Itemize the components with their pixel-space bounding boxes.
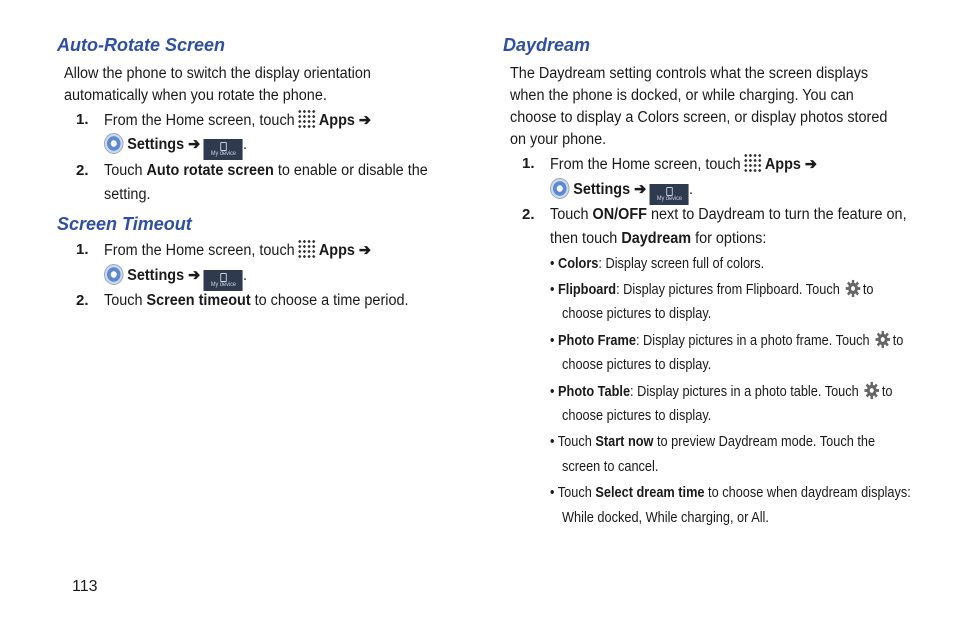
step-text: From the Home screen, touch bbox=[104, 112, 295, 129]
gear-icon[interactable] bbox=[864, 381, 880, 400]
settings-icon[interactable] bbox=[550, 178, 570, 199]
auto-rotate-step1-line2 bbox=[104, 133, 247, 160]
step-text: From the Home screen, touch bbox=[104, 242, 295, 259]
bullet-text: : Display pictures from Flipboard. Touch bbox=[616, 281, 840, 298]
auto-rotate-screen-label: Auto rotate screen bbox=[146, 162, 274, 179]
daydream-intro-4: on your phone. bbox=[510, 131, 607, 148]
bullet: • bbox=[550, 433, 555, 450]
auto-rotate-step1 bbox=[104, 109, 371, 132]
settings-label: Settings bbox=[127, 267, 185, 284]
screen-timeout-step1 bbox=[104, 239, 371, 262]
gear-icon[interactable] bbox=[875, 330, 891, 349]
flipboard-label: Flipboard bbox=[558, 281, 617, 298]
bullet: • bbox=[550, 484, 555, 501]
step-number: 2. bbox=[76, 292, 89, 309]
arrow-icon: ➔ bbox=[358, 242, 371, 259]
bullet-flipboard bbox=[550, 278, 874, 302]
period: . bbox=[243, 267, 248, 284]
daydream-label: Daydream bbox=[621, 230, 692, 247]
auto-rotate-intro-1: Allow the phone to switch the display orientation bbox=[64, 65, 371, 82]
bullet-start-now bbox=[550, 430, 875, 454]
bullet: • bbox=[550, 255, 555, 272]
bullet: • bbox=[550, 332, 555, 349]
step-text: From the Home screen, touch bbox=[550, 156, 741, 173]
colors-label: Colors bbox=[558, 255, 599, 272]
apps-label: Apps bbox=[318, 242, 355, 259]
bullet-text: Touch bbox=[557, 484, 592, 501]
screen-timeout-step2 bbox=[104, 290, 409, 312]
my-device-tab-icon[interactable]: My device bbox=[204, 270, 243, 291]
step-number: 2. bbox=[76, 162, 89, 179]
step-text: next to Daydream to turn the feature on, bbox=[650, 206, 907, 223]
step-text: Touch bbox=[550, 206, 589, 223]
heading-daydream: Daydream bbox=[503, 35, 591, 55]
auto-rotate-intro-2: automatically when you rotate the phone. bbox=[64, 87, 327, 104]
bullet-photo-frame-line2: choose pictures to display. bbox=[562, 356, 712, 373]
step-number: 2. bbox=[522, 206, 535, 223]
page-number: 113 bbox=[72, 578, 98, 595]
daydream-step1-line2 bbox=[550, 178, 693, 205]
settings-label: Settings bbox=[573, 181, 631, 198]
step-number: 1. bbox=[522, 155, 535, 172]
step-text: Touch bbox=[104, 292, 143, 309]
bullet-photo-frame bbox=[550, 329, 903, 353]
bullet-dream-time bbox=[550, 481, 911, 505]
daydream-intro-1: The Daydream setting controls what the screen displays bbox=[510, 65, 869, 82]
heading-screen-timeout: Screen Timeout bbox=[57, 214, 192, 234]
photo-table-label: Photo Table bbox=[558, 383, 631, 400]
apps-grid-icon[interactable] bbox=[743, 153, 762, 173]
apps-grid-icon[interactable] bbox=[297, 239, 316, 259]
daydream-step1 bbox=[550, 153, 817, 176]
bullet-text: : Display screen full of colors. bbox=[598, 255, 765, 272]
bullet-text: to bbox=[862, 281, 874, 298]
arrow-icon: ➔ bbox=[358, 112, 371, 129]
gear-icon[interactable] bbox=[845, 279, 861, 298]
arrow-icon: ➔ bbox=[804, 156, 817, 173]
step-text: for options: bbox=[695, 230, 767, 247]
step-text: to choose a time period. bbox=[254, 292, 409, 309]
settings-icon[interactable] bbox=[104, 264, 124, 285]
step-number: 1. bbox=[76, 111, 89, 128]
arrow-icon: ➔ bbox=[634, 181, 647, 198]
auto-rotate-step2-line2: setting. bbox=[104, 186, 151, 203]
daydream-step2 bbox=[550, 204, 907, 226]
bullet-text: to preview Daydream mode. Touch the bbox=[657, 433, 876, 450]
step-number: 1. bbox=[76, 241, 89, 258]
bullet: • bbox=[550, 281, 555, 298]
bullet-flipboard-line2: choose pictures to display. bbox=[562, 305, 712, 322]
on-off-label: ON/OFF bbox=[592, 206, 647, 223]
arrow-icon: ➔ bbox=[188, 267, 201, 284]
select-dream-time-label: Select dream time bbox=[595, 484, 705, 501]
period: . bbox=[689, 181, 694, 198]
bullet-colors bbox=[550, 252, 764, 276]
bullet-text: to bbox=[881, 383, 893, 400]
bullet-text: : Display pictures in a photo table. Touch bbox=[630, 383, 859, 400]
apps-label: Apps bbox=[318, 112, 355, 129]
bullet-photo-table bbox=[550, 380, 892, 404]
step-text: Touch bbox=[104, 162, 143, 179]
bullet-text: to choose when daydream displays: bbox=[708, 484, 911, 501]
bullet-text: to bbox=[892, 332, 904, 349]
bullet: • bbox=[550, 383, 555, 400]
settings-label: Settings bbox=[127, 136, 185, 153]
daydream-intro-3: choose to display a Colors screen, or display photos stored bbox=[510, 109, 888, 126]
settings-icon[interactable] bbox=[104, 133, 124, 154]
screen-timeout-step1-line2 bbox=[104, 264, 247, 291]
bullet-text: : Display pictures in a photo frame. Touch bbox=[635, 332, 870, 349]
photo-frame-label: Photo Frame bbox=[558, 332, 636, 349]
my-device-tab-icon[interactable]: My device bbox=[650, 184, 689, 205]
arrow-icon: ➔ bbox=[188, 136, 201, 153]
apps-grid-icon[interactable] bbox=[297, 109, 316, 129]
bullet-photo-table-line2: choose pictures to display. bbox=[562, 407, 712, 424]
my-device-tab-icon[interactable]: My device bbox=[204, 139, 243, 160]
bullet-text: Touch bbox=[557, 433, 592, 450]
step-text: then touch bbox=[550, 230, 618, 247]
heading-auto-rotate: Auto-Rotate Screen bbox=[57, 35, 226, 55]
step-text: to enable or disable the bbox=[277, 162, 428, 179]
auto-rotate-step2 bbox=[104, 160, 428, 182]
period: . bbox=[243, 136, 248, 153]
daydream-step2-line2 bbox=[550, 228, 766, 250]
daydream-intro-2: when the phone is docked, or while charging. You can bbox=[510, 87, 854, 104]
bullet-dream-time-line2: While docked, While charging, or All. bbox=[562, 509, 769, 526]
start-now-label: Start now bbox=[595, 433, 654, 450]
apps-label: Apps bbox=[764, 156, 801, 173]
screen-timeout-label: Screen timeout bbox=[146, 292, 251, 309]
bullet-start-now-line2: screen to cancel. bbox=[562, 458, 659, 475]
